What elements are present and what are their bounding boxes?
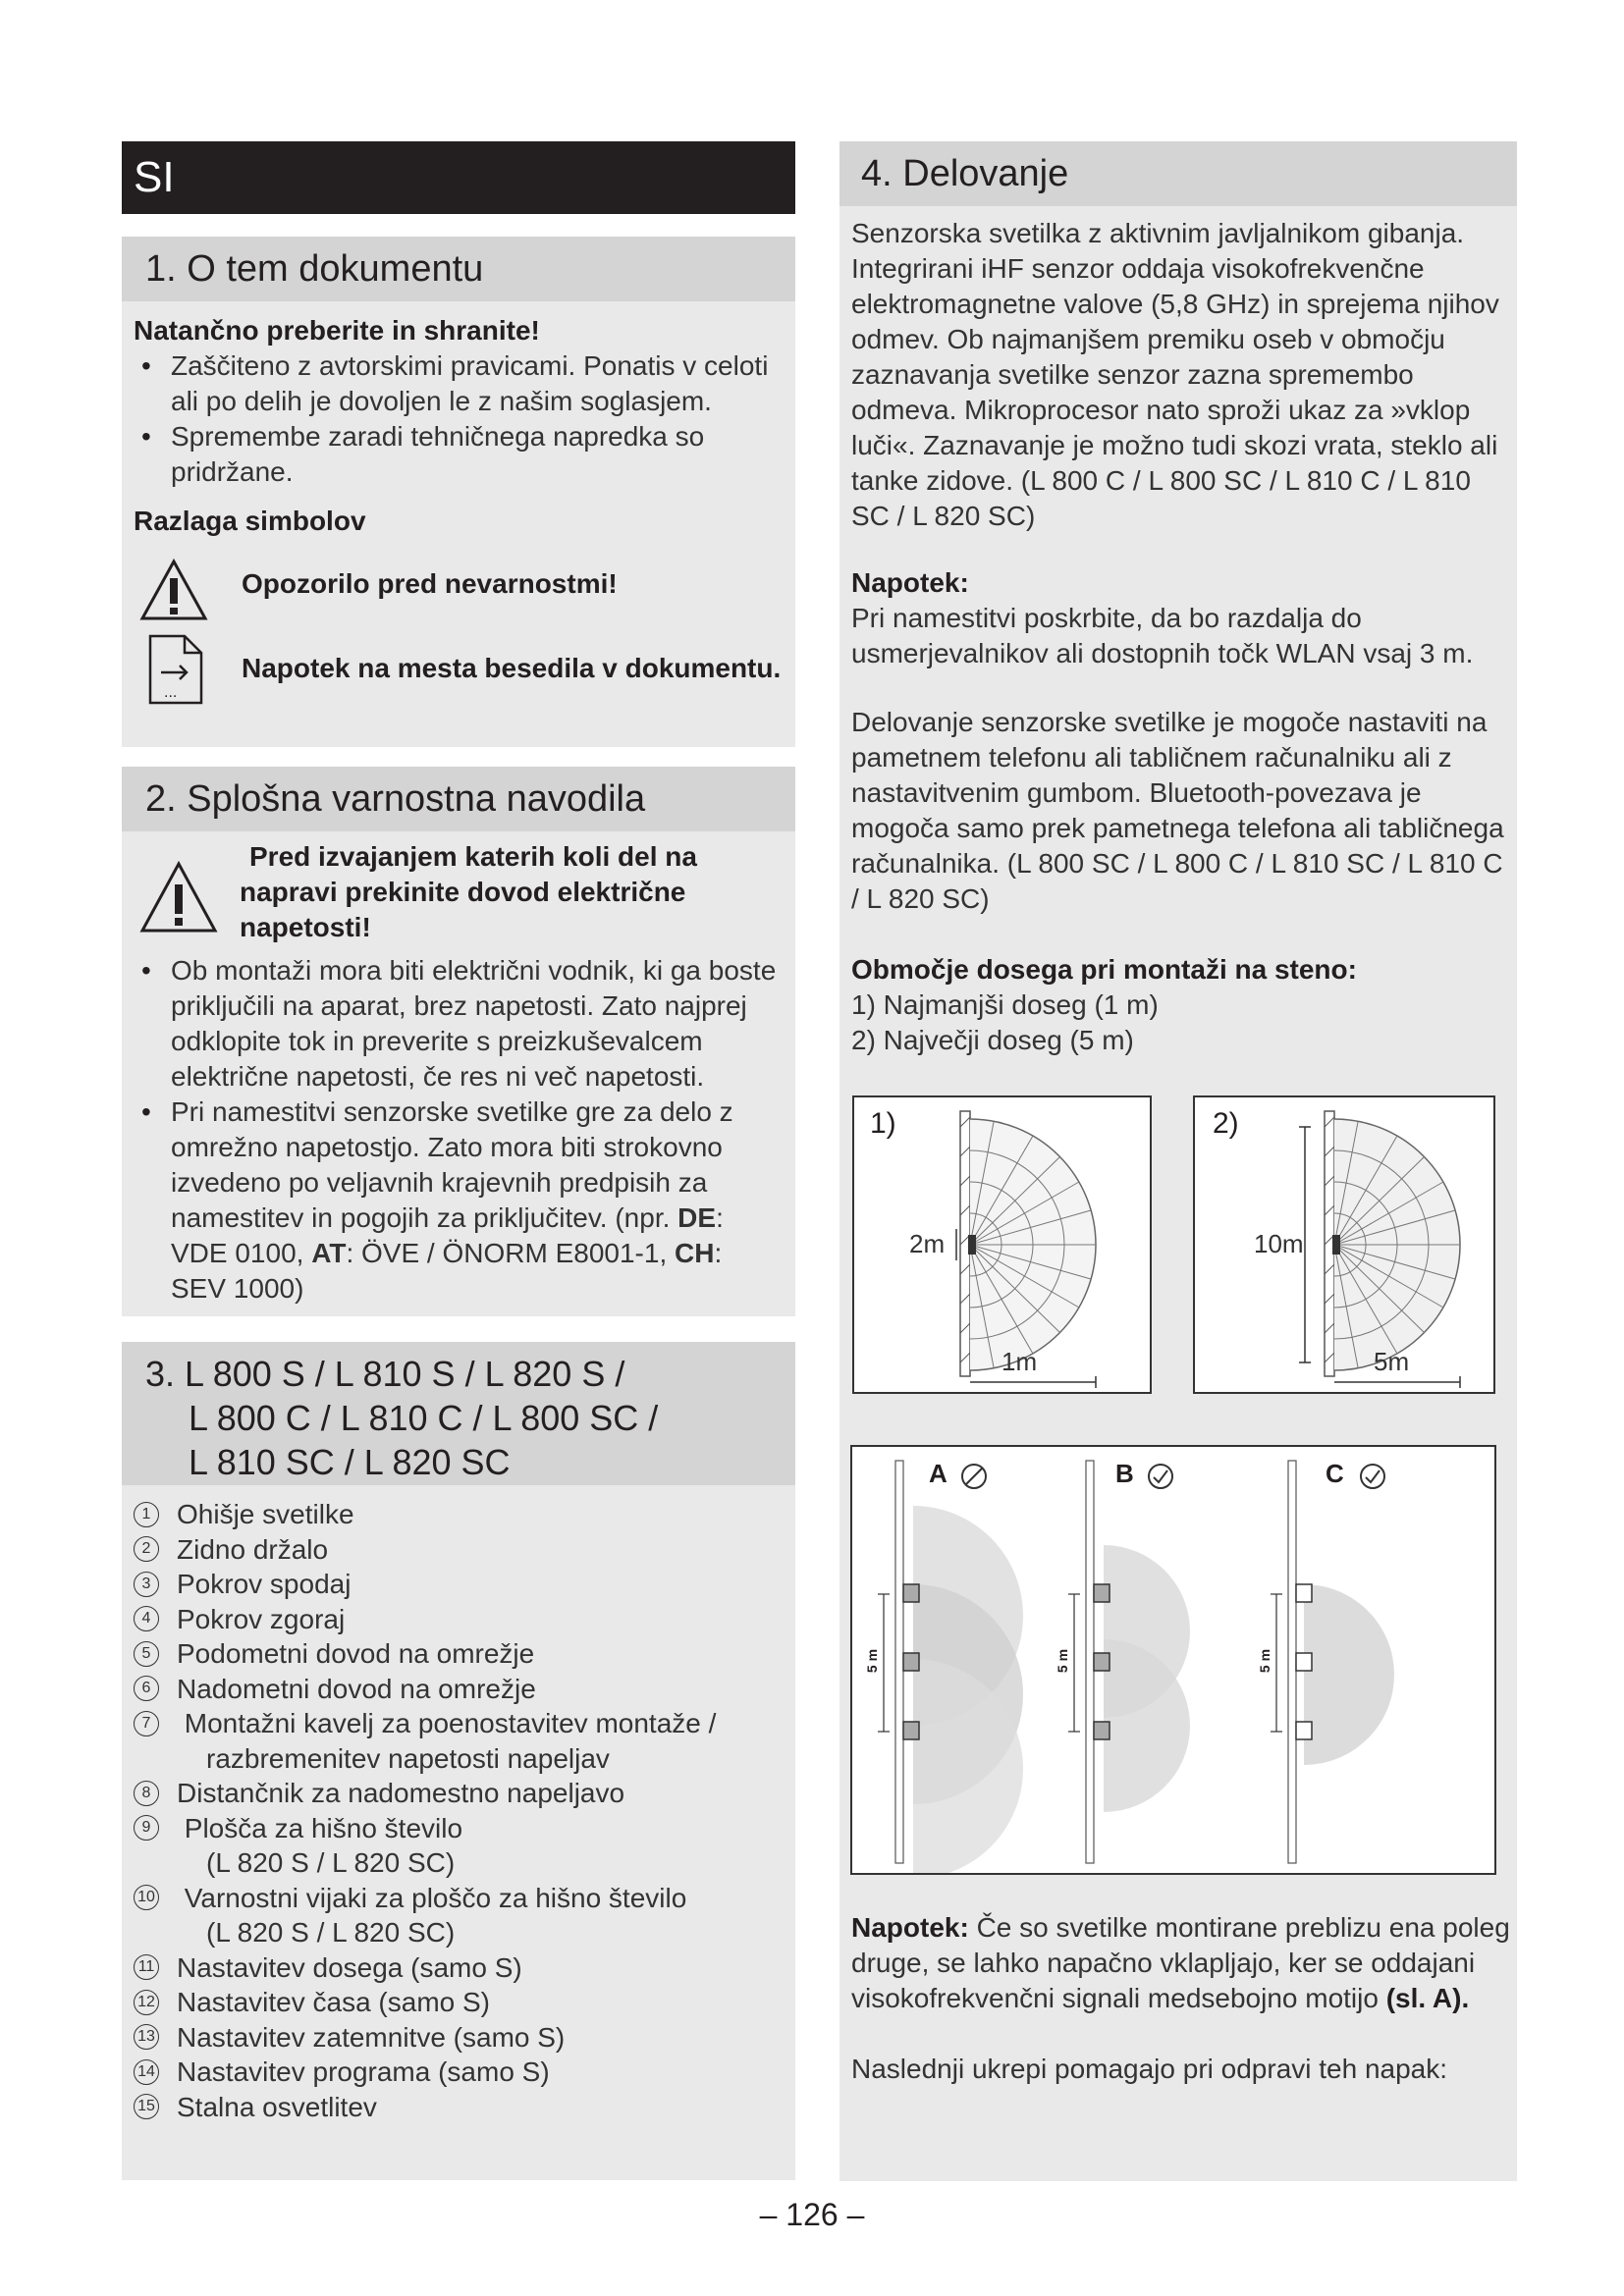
- section-title: 1. O tem dokumentu: [122, 237, 795, 301]
- figure-label: 2): [1213, 1107, 1239, 1140]
- list-item: 9 Plošča za hišno število: [134, 1811, 795, 1846]
- svg-text:...: ...: [164, 684, 178, 701]
- figure-max-range: [1193, 1095, 1495, 1394]
- warning-triangle-icon: [139, 559, 208, 621]
- parts-list: [122, 1485, 795, 2124]
- list-item: 10 Varnostni vijaki za ploščo za hišno število: [134, 1881, 795, 1916]
- list-item: 11 Nastavitev dosega (samo S): [134, 1950, 795, 1986]
- list-item: 13 Nastavitev zatemnitve (samo S): [134, 2020, 795, 2056]
- list-item: • Zaščiteno z avtorskimi pravicami. Ponatis v celoti ali po delih je dovoljen le z našim soglasjem.: [171, 348, 784, 419]
- note-title: Napotek:: [851, 567, 969, 598]
- dimension-label: 2m: [909, 1229, 946, 1258]
- section-subtitle: Natančno preberite in shranite!: [134, 315, 540, 346]
- list-item: 12 Nastavitev časa (samo S): [134, 1985, 795, 2020]
- section-title: 4. Delovanje: [839, 141, 1517, 206]
- range-title: Območje dosega pri montaži na steno:: [851, 954, 1357, 985]
- section-title: 3. L 800 S / L 810 S / L 820 S / L 800 C / L 810 C / L 800 SC / L 810 SC / L 820 SC: [122, 1342, 795, 1485]
- section-safety: [122, 767, 795, 1316]
- dimension-label: 5 m: [864, 1648, 880, 1674]
- figure-interference: [850, 1445, 1496, 1875]
- list-item: 1 Ohišje svetilke: [134, 1497, 795, 1532]
- dimension-label: 5 m: [1055, 1648, 1070, 1674]
- list-item: 7 Montažni kavelj za poenostavitev montaže /: [134, 1706, 795, 1741]
- interference-note: Napotek: Če so svetilke montirane preblizu ena poleg druge, se lahko napačno vklapljajo, ker se oddajani visokofrekvenčni signali medsebojno motijo (sl. A). Naslednji ukrepi pomagajo pri odpravi teh napak:: [851, 1910, 1511, 2087]
- list-item: 5 Podometni dovod na omrežje: [134, 1636, 795, 1672]
- symbols-title: Razlaga simbolov: [134, 506, 366, 536]
- section-models: [122, 1342, 795, 2180]
- section-title: 2. Splošna varnostna navodila: [122, 767, 795, 831]
- figure-label-b: B: [1115, 1459, 1134, 1488]
- section-about-document: [122, 237, 795, 747]
- paragraph: Naslednji ukrepi pomagajo pri odpravi teh napak:: [851, 2054, 1448, 2084]
- dimension-label: 10m: [1254, 1229, 1304, 1258]
- dimension-label: 5m: [1374, 1347, 1410, 1376]
- list-item: • Spremembe zaradi tehničnega napredka so pridržane.: [171, 419, 784, 490]
- range-item: 1) Najmanjši doseg (1 m): [851, 989, 1159, 1020]
- list-item: 15 Stalna osvetlitev: [134, 2090, 795, 2125]
- warning-triangle-icon: [139, 861, 218, 934]
- list-item-continuation: (L 820 S / L 820 SC): [206, 1917, 456, 1948]
- list-item: 6 Nadometni dovod na omrežje: [134, 1672, 795, 1707]
- range-item: 2) Največji doseg (5 m): [851, 1025, 1134, 1055]
- dimension-label: 5 m: [1257, 1648, 1272, 1674]
- figure-min-range: [852, 1095, 1152, 1394]
- note-text: Pri namestitvi poskrbite, da bo razdalja do usmerjevalnikov ali dostopnih točk WLAN vsaj 3 m.: [851, 603, 1474, 668]
- list-item: 8 Distančnik za nadomestno napeljavo: [134, 1776, 795, 1811]
- list-item: • Pri namestitvi senzorske svetilke gre za delo z omrežno napetostjo. Zato mora biti strokovno izvedeno po veljavnih krajevnih predpisih za namestitev in pogojih za priključitev. (npr. DE: VDE 0100, AT: ÖVE / ÖNORM E8001-1, CH: SEV 1000): [171, 1095, 784, 1307]
- safety-warning: Pred izvajanjem katerih koli del na napravi prekinite dovod električne napetosti!: [240, 841, 697, 942]
- list-item: • Ob montaži mora biti električni vodnik, ki ga boste priključili na aparat, brez napetosti. Zato najprej odklopite tok in preverite s preizkuševalcem električne napetosti, če res ni več napetosti.: [171, 953, 784, 1095]
- figure-label: 1): [870, 1107, 896, 1140]
- list-item: 4 Pokrov zgoraj: [134, 1602, 795, 1637]
- list-item: 14 Nastavitev programa (samo S): [134, 2055, 795, 2090]
- list-item: 2 Zidno držalo: [134, 1532, 795, 1568]
- figure-label-c: C: [1326, 1459, 1344, 1488]
- range-diagram-large: [1195, 1097, 1493, 1392]
- paragraph: Delovanje senzorske svetilke je mogoče nastaviti na pametnem telefonu ali tabličnem računalniku ali z nastavitvenim gumbom. Bluetooth-povezava je mogoča samo prek pametnega telefona ali tabličnega računalnika. (L 800 SC / L 800 C / L 810 SC / L 810 C / L 820 SC): [851, 707, 1504, 914]
- figure-label-a: A: [929, 1459, 947, 1488]
- paragraph: Senzorska svetilka z aktivnim javljalnikom gibanja. Integrirani iHF senzor oddaja visokofrekvenčne elektromagnetne valove (5,8 GHz) in sprejema njihov odmev. Ob najmanjšem premiku oseb v območju zaznavanja svetilke senzor zazna spremembo odmeva. Mikroprocesor nato sproži ukaz za »vklop luči«. Zaznavanje je možno tudi skozi vrata, steklo ali tanke zidove. (L 800 C / L 800 SC / L 810 C / L 810 SC / L 820 SC): [851, 218, 1499, 531]
- language-tag-bar: [122, 141, 795, 214]
- list-item-continuation: (L 820 S / L 820 SC): [206, 1847, 456, 1878]
- language-tag: SI: [134, 153, 175, 201]
- document-reference-icon: [147, 633, 204, 706]
- dimension-label: 1m: [1001, 1347, 1038, 1376]
- interference-diagram: [852, 1447, 1494, 1873]
- list-item: 3 Pokrov spodaj: [134, 1567, 795, 1602]
- note-label: Napotek na mesta besedila v dokumentu.: [242, 653, 782, 683]
- warning-label: Opozorilo pred nevarnostmi!: [242, 568, 618, 599]
- list-item-continuation: razbremenitev napetosti napeljav: [206, 1742, 610, 1774]
- page-number: – 126 –: [759, 2197, 865, 2232]
